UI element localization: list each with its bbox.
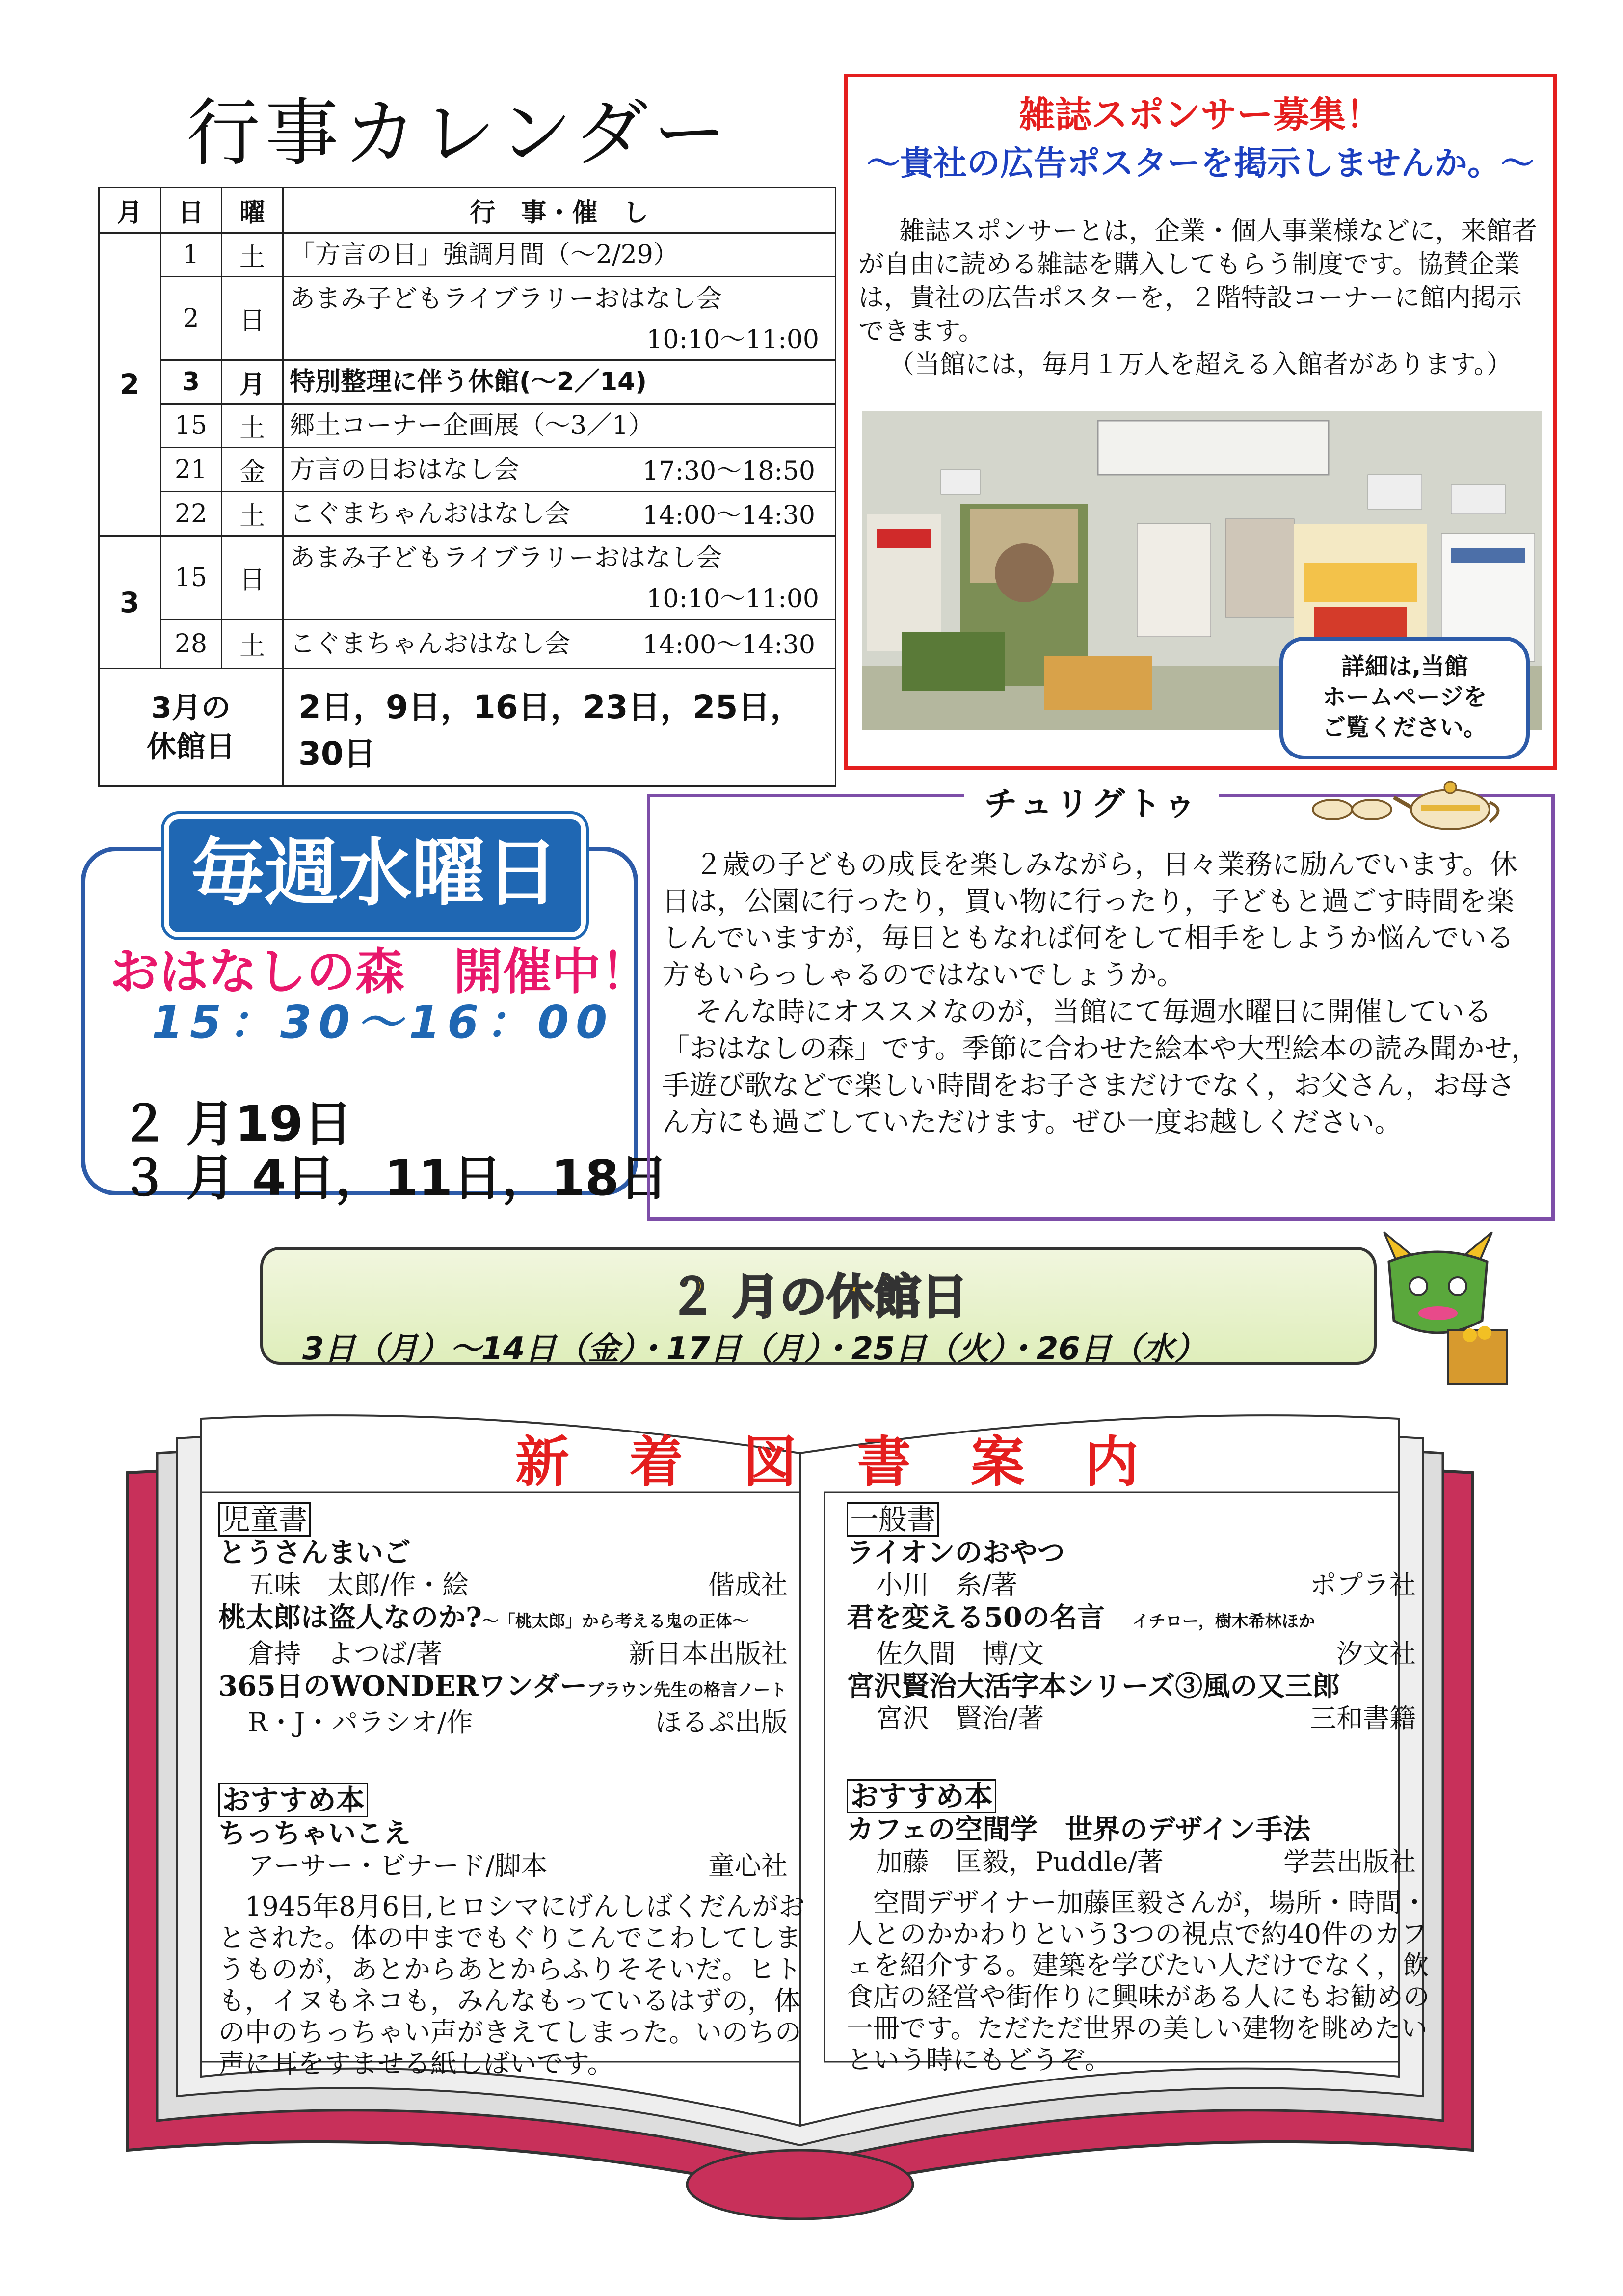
book-publisher: ほるぷ出版 — [655, 1707, 788, 1738]
storytime-time: 15：30～16：00 — [152, 996, 614, 1049]
event-text: 特別整理に伴う休館(～2／14) — [290, 367, 647, 397]
calendar-row — [99, 360, 836, 404]
every-wednesday-badge: 毎週水曜日 — [164, 814, 586, 937]
sponsor-box — [844, 74, 1557, 770]
calendar-header-row — [99, 188, 836, 233]
march-holiday-days: 2日，9日，16日，23日，25日，30日 — [283, 669, 836, 786]
sponsor-subtitle: ～貴社の広告ポスターを掲示しませんか。～ — [866, 144, 1534, 183]
day-cell: 15 — [160, 536, 222, 620]
event-text: こぐまちゃんおはなし会 — [290, 499, 571, 529]
holiday-label-line: 3月の — [151, 690, 231, 725]
book-title: 宮沢賢治大活字本シリーズ③風の又三郎 — [847, 1670, 1340, 1702]
event-cell — [283, 277, 836, 360]
column-title: チュリグトゥ — [964, 778, 1219, 825]
book-meta — [847, 1569, 1436, 1601]
new-books-title: 新着図書案内 — [515, 1431, 1198, 1493]
day-cell: 3 — [160, 360, 222, 404]
oni-demon-icon — [1364, 1227, 1512, 1389]
recommended-label: おすすめ本 — [847, 1779, 996, 1813]
general-books-page — [847, 1502, 1436, 2076]
day-cell: 1 — [160, 233, 222, 277]
event-cell — [283, 536, 836, 620]
weekday-cell: 土 — [222, 404, 283, 448]
day-cell: 15 — [160, 404, 222, 448]
event-text: こぐまちゃんおはなし会 — [290, 629, 571, 659]
holiday-row — [99, 669, 836, 786]
event-cell — [283, 233, 836, 277]
book-entry — [218, 1601, 807, 1670]
book-publisher: 新日本出版社 — [629, 1638, 788, 1669]
calendar-row — [99, 536, 836, 620]
staff-column-box — [647, 785, 1555, 1221]
event-cell — [283, 620, 836, 669]
book-author: 宮沢 賢治/著 — [876, 1703, 1044, 1734]
weekday-cell: 月 — [222, 360, 283, 404]
recommended-book-description: 空間デザイナー加藤匡毅さんが，場所・時間・人とのかかわりという3つの視点で約40件のカフェを紹介する。建築を学びたい人だけでなく，飲食店の経営や街作りに興味がある人にもお勧めの一冊です。ただただ世界の美しい建物を眺めたいという時にもどうぞ。 — [847, 1887, 1430, 2075]
column-paragraph: ２歳の子どもの成長を楽しみながら，日々業務に励んでいます。休日は，公園に行ったり，買い物に行ったり，子どもと過ごす時間を楽しんでいますが，毎日ともなれば何をして相手をしようか悩んでいる方もいらっしゃるのではないでしょうか。 — [662, 849, 1517, 991]
holiday-label-line: 休館日 — [147, 729, 235, 764]
bubble-line: ご覧ください。 — [1322, 714, 1487, 741]
book-publisher: 学芸出版社 — [1283, 1846, 1416, 1877]
event-text: 郷土コーナー企画展（～3／1） — [290, 411, 654, 440]
sponsor-title: 雑誌スポンサー募集！ — [1019, 94, 1382, 136]
event-calendar-table — [98, 187, 836, 787]
calendar-row — [99, 233, 836, 277]
book-publisher: 汐文社 — [1336, 1638, 1416, 1669]
book-subtitle: ～「桃太郎」から考える鬼の正体～ — [481, 1612, 749, 1631]
column-body — [662, 846, 1540, 1141]
calendar-row — [99, 492, 836, 536]
book-subtitle: ブラウン先生の格言ノート — [587, 1680, 787, 1700]
book-meta — [218, 1706, 807, 1739]
book-author: R・J・パラシオ/作 — [248, 1707, 473, 1738]
general-books-label: 一般書 — [847, 1502, 939, 1537]
book-publisher: 偕成社 — [708, 1569, 788, 1600]
book-meta — [218, 1638, 807, 1670]
book-entry — [218, 1537, 807, 1601]
event-time: 10:10～11:00 — [646, 324, 819, 354]
event-cell — [283, 448, 836, 492]
calendar-title: 行事カレンダー — [186, 91, 732, 176]
event-time: 17:30～18:50 — [642, 457, 815, 486]
calendar-row — [99, 448, 836, 492]
book-title-main: 君を変える50の名言 — [847, 1601, 1105, 1634]
book-author: 倉持 よつば/著 — [248, 1638, 443, 1669]
children-books-label: 児童書 — [218, 1502, 311, 1537]
book-subtitle: イチロー，樹木希林ほか — [1132, 1612, 1315, 1631]
book-meta — [847, 1846, 1436, 1878]
book-entry — [847, 1670, 1436, 1735]
book-title-main: 365日のWONDERワンダー — [218, 1670, 587, 1702]
book-publisher: 童心社 — [708, 1850, 788, 1881]
book-title-main: 桃太郎は盗人なのか? — [218, 1601, 482, 1634]
bubble-line: ホームページを — [1322, 683, 1487, 711]
event-time: 10:10～11:00 — [646, 584, 819, 614]
storytime-dates-february: ２ 月19日 — [120, 1095, 352, 1153]
header-day: 日 — [160, 188, 222, 233]
homepage-callout-bubble — [1279, 637, 1530, 759]
event-cell — [283, 404, 836, 448]
march-holiday-label — [99, 669, 283, 786]
event-time: 14:00～14:30 — [642, 501, 815, 530]
calendar-row — [99, 620, 836, 669]
recommended-book-title: ちっちゃいこえ — [218, 1817, 411, 1850]
calendar-row — [99, 404, 836, 448]
book-author: アーサー・ビナード/脚本 — [248, 1850, 548, 1881]
month-cell: 3 — [99, 536, 160, 669]
book-meta — [847, 1638, 1436, 1670]
event-cell — [283, 492, 836, 536]
book-meta — [218, 1850, 807, 1882]
book-title — [847, 1601, 1436, 1638]
closed-days-title: ２ 月の休館日 — [668, 1270, 968, 1324]
closed-days-list: 3日（月）～14日（金）・17日（月）・25日（火）・26日（水） — [302, 1331, 1206, 1367]
weekday-cell: 土 — [222, 620, 283, 669]
children-books-page — [218, 1502, 807, 2080]
weekday-cell: 金 — [222, 448, 283, 492]
month-cell: 2 — [99, 233, 160, 536]
recommended-book-title: カフェの空間学 世界のデザイン手法 — [847, 1813, 1311, 1846]
event-text: あまみ子どもライブラリーおはなし会 — [290, 543, 722, 573]
event-text: あまみ子どもライブラリーおはなし会 — [290, 284, 722, 314]
storytime-event-title: おはなしの森 開催中！ — [110, 943, 650, 1000]
recommended-book-description: 1945年8月6日,ヒロシマにげんしばくだんがおとされた。体の中までもぐりこんでこわしてしまうものが，あとからあとからふりそそいだ。ヒトも，イヌもネコも，みんなもっているはずの，体の中のちっちゃい声がきえてしまった。いのちの声に耳をすませる紙しばいです。 — [218, 1891, 805, 2079]
event-time: 14:00～14:30 — [642, 630, 815, 660]
event-text: 「方言の日」強調月間（～2/29） — [290, 240, 679, 270]
book-author: 佐久間 博/文 — [876, 1638, 1044, 1669]
sponsor-note: （当館には，毎月１万人を超える入館者があります。） — [889, 350, 1512, 379]
book-author: 加藤 匡毅，Puddle/著 — [876, 1846, 1164, 1877]
book-meta — [847, 1702, 1436, 1735]
calendar-row — [99, 277, 836, 360]
book-entry — [847, 1537, 1436, 1601]
storytime-dates-march: ３ 月 4日，11日，18日 — [120, 1149, 668, 1207]
book-publisher: 三和書籍 — [1310, 1703, 1416, 1734]
book-meta — [218, 1569, 807, 1601]
book-title — [218, 1601, 807, 1638]
header-month: 月 — [99, 188, 160, 233]
book-entry — [218, 1670, 807, 1739]
weekly-storytime-box — [81, 831, 668, 1207]
book-title: ライオンのおやつ — [847, 1537, 1065, 1569]
day-cell: 2 — [160, 277, 222, 360]
sponsor-body: 雑誌スポンサーとは，企業・個人事業様などに，来館者が自由に読める雑誌を購入してもらう制度です。協賛企業は，貴社の広告ポスターを，２階特設コーナーに館内掲示できます。 — [858, 216, 1538, 346]
book-publisher: ポプラ社 — [1310, 1569, 1416, 1600]
february-closed-days-box — [260, 1247, 1377, 1365]
column-paragraph: そんな時にオススメなのが，当館にて毎週水曜日に開催している「おはなしの森」です。季節に合わせた絵本や大型絵本の読み聞かせ，手遊び歌などで楽しい時間をお子さまだけでなく，お父さん，お母さん方にも過ごしていただけます。ぜひ一度お越しください。 — [662, 996, 1539, 1138]
book-entry — [847, 1601, 1436, 1670]
day-cell: 28 — [160, 620, 222, 669]
book-author: 五味 太郎/作・絵 — [248, 1569, 469, 1600]
book-title: とうさんまいご — [218, 1537, 411, 1569]
header-event: 行 事・催 し — [283, 188, 836, 233]
weekday-cell: 日 — [222, 277, 283, 360]
weekday-cell: 土 — [222, 492, 283, 536]
event-cell — [283, 360, 836, 404]
weekday-cell: 日 — [222, 536, 283, 620]
book-author: 小川 糸/著 — [876, 1569, 1018, 1600]
teapot-icon — [1303, 775, 1509, 834]
day-cell: 21 — [160, 448, 222, 492]
header-weekday: 曜 — [222, 188, 283, 233]
bubble-line: 詳細は,当館 — [1341, 653, 1468, 680]
recommended-label: おすすめ本 — [218, 1783, 368, 1817]
weekday-cell: 土 — [222, 233, 283, 277]
day-cell: 22 — [160, 492, 222, 536]
event-text: 方言の日おはなし会 — [290, 455, 520, 485]
book-title — [218, 1670, 807, 1706]
